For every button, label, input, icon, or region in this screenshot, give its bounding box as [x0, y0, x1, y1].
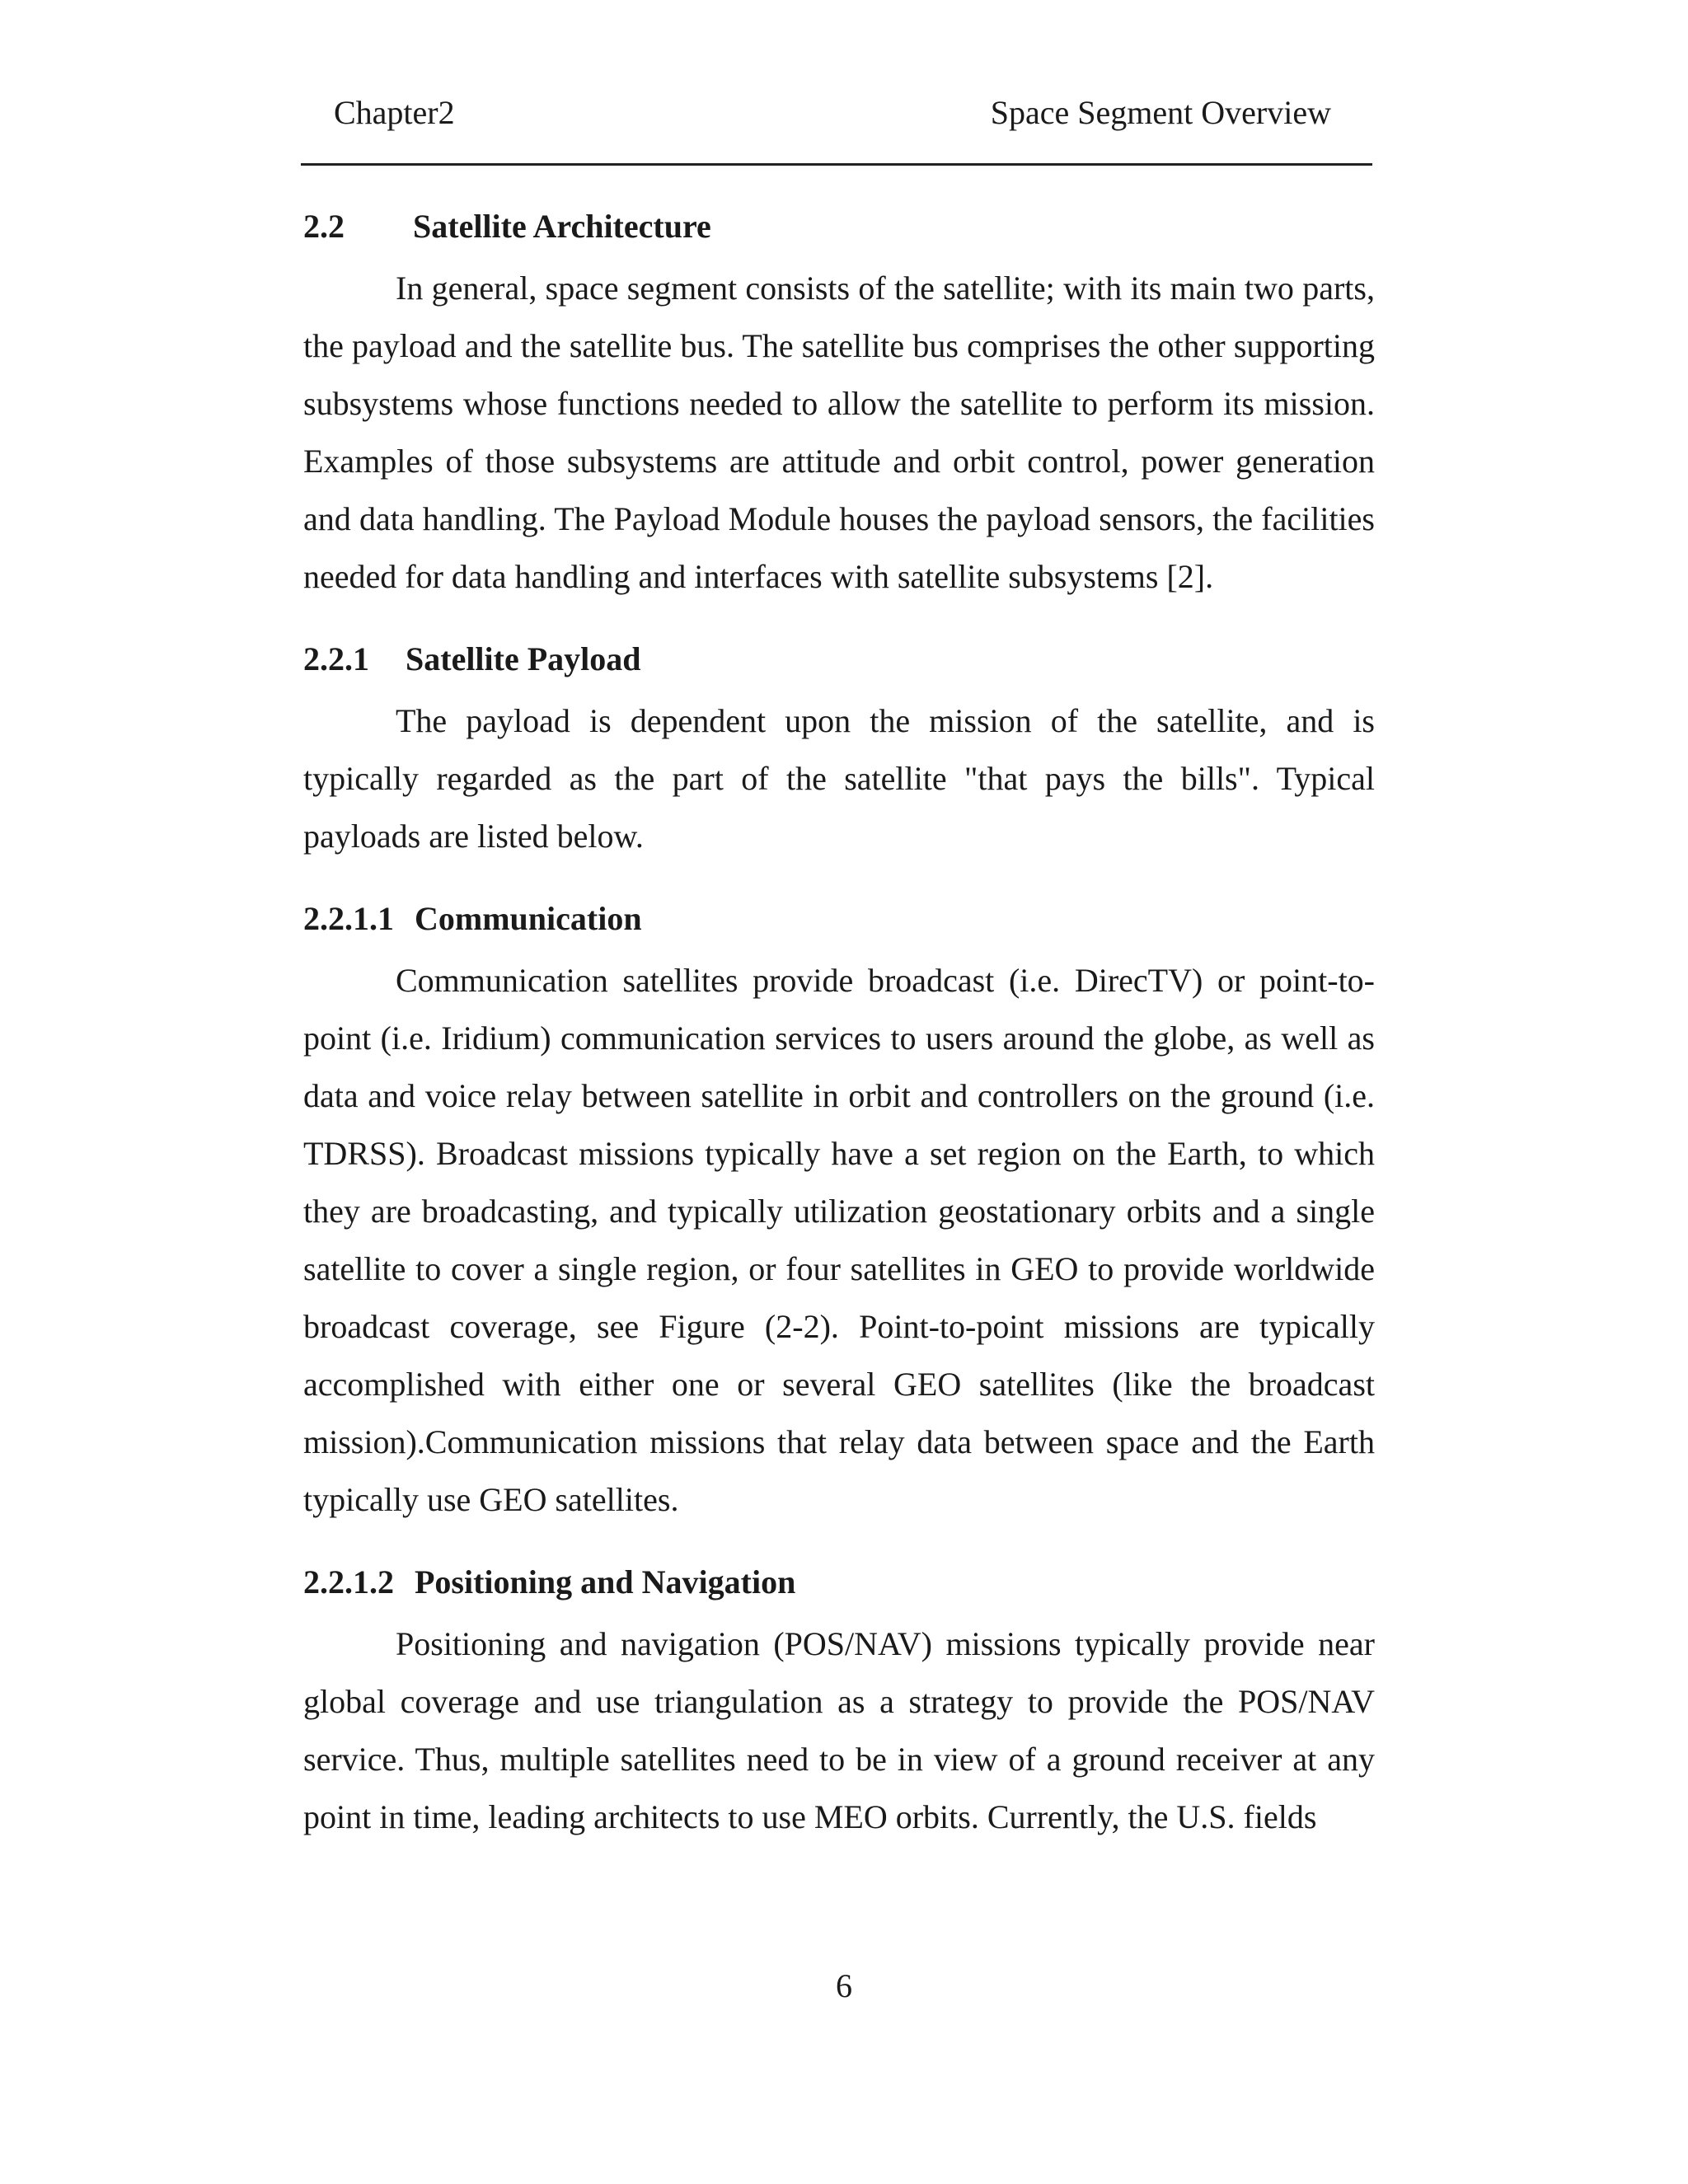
section-number: 2.2.1.1 — [303, 900, 394, 937]
section-title: Communication — [415, 900, 642, 937]
chapter-label: Chapter2 — [334, 94, 455, 131]
section-heading-satellite-payload — [303, 635, 1375, 683]
section-title: Satellite Payload — [406, 640, 641, 677]
paragraph-communication: Communication satellites provide broadcast (i.e. DirecTV) or point-to-point (i.e. Iridium) communication services to users around the globe, as well as data and voice relay between satellite in orbit and controllers on the ground (i.e. TDRSS). Broadcast missions typically have a set region on the Earth, to which they are broadcasting, and typically utilization geostationary orbits and a single satellite to cover a single region, or four satellites in GEO to provide worldwide broadcast coverage, see Figure (2-2). Point-to-point missions are typically accomplished with either one or several GEO satellites (like the broadcast mission).Communication missions that relay data between space and the Earth typically use GEO satellites. — [303, 962, 1375, 1518]
chapter-title: Space Segment Overview — [990, 94, 1331, 131]
paragraph-satellite-architecture: In general, space segment consists of the satellite; with its main two parts, the payload and the satellite bus. The satellite bus comprises the other supporting subsystems whose functions needed to allow the satellite to perform its mission. Examples of those subsystems are attitude and orbit control, power generation and data handling. The Payload Module houses the payload sensors, the facilities needed for data handling and interfaces with satellite subsystems [2]. — [303, 269, 1375, 595]
section-heading-positioning-navigation — [303, 1558, 1375, 1606]
section-number: 2.2.1 — [303, 640, 369, 677]
body-content — [303, 198, 1375, 1846]
paragraph-positioning-navigation: Positioning and navigation (POS/NAV) missions typically provide near global coverage and use triangulation as a strategy to provide the POS/NAV service. Thus, multiple satellites need to be in view of a ground receiver at any point in time, leading architects to use MEO orbits. Currently, the U.S. fields — [303, 1625, 1375, 1835]
section-heading-satellite-architecture — [303, 203, 1375, 251]
running-header — [301, 84, 1372, 166]
section-title: Positioning and Navigation — [415, 1563, 796, 1601]
section-title: Satellite Architecture — [413, 208, 711, 245]
paragraph-satellite-payload: The payload is dependent upon the mission of the satellite, and is typically regarded as the part of the satellite "that pays the bills". Typical payloads are listed below. — [303, 702, 1375, 855]
section-heading-communication — [303, 895, 1375, 943]
header-divider — [301, 163, 1372, 166]
page-number: 6 — [836, 1967, 852, 2004]
section-number: 2.2 — [303, 208, 345, 245]
section-number: 2.2.1.2 — [303, 1563, 394, 1601]
